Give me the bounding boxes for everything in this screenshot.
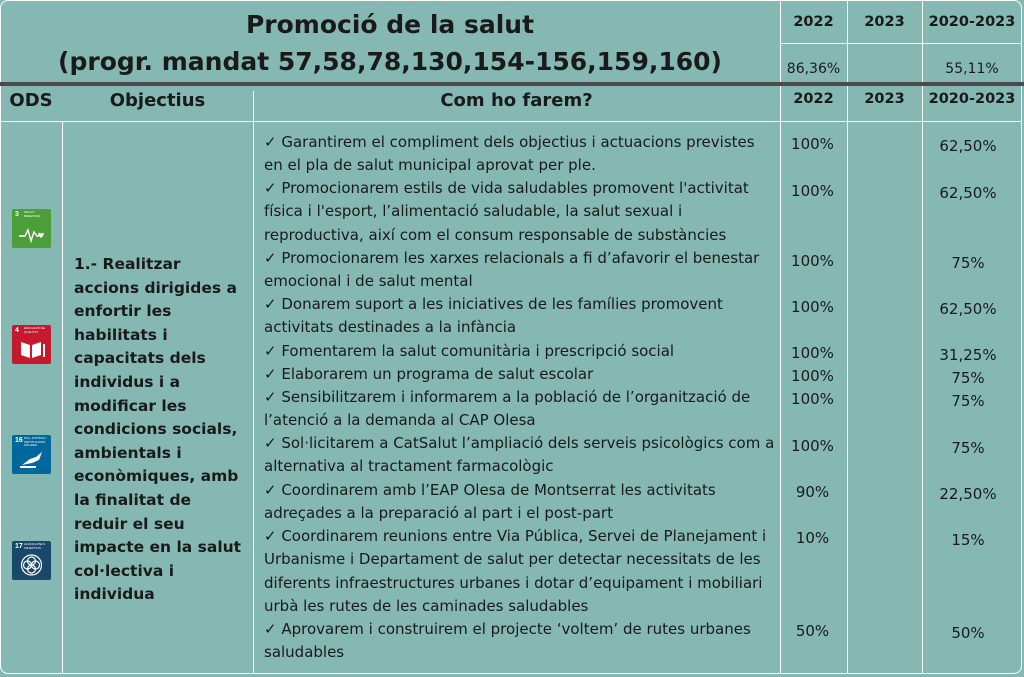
dove-gavel-icon — [12, 435, 51, 474]
sdg-number: 17 — [15, 543, 23, 550]
sdg-number: 4 — [15, 327, 19, 334]
summary-total: 55,11% — [945, 61, 999, 77]
summary-2022: 86,36% — [786, 61, 841, 77]
sdg-number: 16 — [15, 437, 23, 444]
action-item-6: ✓ Elaborarem un programa de salut escolar — [264, 365, 594, 383]
sdg-16-icon — [12, 435, 51, 474]
action-item-8: ✓ Sol·licitarem a CatSalut l’ampliació dels serveis psicològics com a alternativa al tractament farmacològic — [264, 434, 775, 476]
year-header-total: 2020-2023 — [928, 14, 1016, 30]
column-header-com: Com ho farem? — [440, 90, 593, 111]
value-2022: 90% — [795, 483, 830, 501]
book-icon — [12, 325, 51, 364]
value-2022: 100% — [791, 390, 834, 408]
value-2022: 100% — [791, 344, 834, 362]
grid-line — [62, 122, 63, 674]
value-total: 75% — [951, 254, 985, 272]
value-total: 15% — [951, 531, 985, 549]
action-item-1: ✓ Garantirem el compliment dels objectius i actuacions previstes en el pla de salut municipal aprovat per ple. — [264, 133, 755, 175]
action-item-2: ✓ Promocionarem estils de vida saludables promovent l'activitat física i l'esport, l’alimentació saludable, la salut sexual i reproductiva, així com el consum responsable de substàncies — [264, 179, 749, 244]
value-2022: 50% — [795, 622, 830, 640]
grid-line — [780, 43, 1022, 44]
value-2022: 10% — [795, 529, 830, 547]
value-2022: 100% — [791, 182, 834, 200]
sdg-3-icon — [12, 209, 51, 248]
column-header-2023: 2023 — [864, 91, 905, 107]
year-header-2023: 2023 — [864, 14, 905, 30]
value-total: 22,50% — [939, 485, 997, 503]
value-2022: 100% — [791, 135, 834, 153]
value-total: 62,50% — [939, 137, 997, 155]
column-header-ods: ODS — [9, 90, 53, 111]
sdg-title: SALUT I BENESTAR — [24, 210, 40, 218]
objective-text: 1.- Realitzar accions dirigides a enfortir les habilitats i capacitats dels individus i a modificar les condicions socials, ambientals i econòmiques, amb la finalitat de reduir el seu impacte en la salut col·lectiva i individua — [74, 255, 242, 604]
value-2022: 100% — [791, 298, 834, 316]
value-2022: 100% — [791, 367, 834, 385]
year-header-2022: 2022 — [793, 14, 834, 30]
value-2022: 100% — [791, 252, 834, 270]
action-item-3: ✓ Promocionarem les xarxes relacionals a fi d’afavorir el benestar emocional i de salut mental — [264, 249, 760, 291]
column-header-2022: 2022 — [793, 91, 834, 107]
header-divider — [0, 82, 1024, 86]
value-total: 75% — [951, 439, 985, 457]
action-item-7: ✓ Sensibilitzarem i informarem a la població de l’organització de l’atenció a la demanda al CAP Olesa — [264, 388, 751, 430]
sdg-title: EDUCACIÓ DE QUALITAT — [24, 326, 45, 334]
sdg-title: ALIANÇA PELS OBJECTIUS — [24, 542, 46, 550]
action-item-9: ✓ Coordinarem amb l’EAP Olesa de Montserrat les activitats adreçades a la preparació al part i el post-part — [264, 481, 716, 523]
sdg-17-icon — [12, 541, 51, 580]
value-total: 62,50% — [939, 300, 997, 318]
value-total: 50% — [951, 624, 985, 642]
action-item-4: ✓ Donarem suport a les iniciatives de les famílies promovent activitats destinades a la infància — [264, 295, 723, 337]
value-total: 75% — [951, 369, 985, 387]
sdg-title: PAU, JUSTÍCIA I INSTITUCIONS SÒLIDES — [24, 436, 47, 447]
action-item-10: ✓ Coordinarem reunions entre Via Pública, Servei de Planejament i Urbanisme i Departament de salut per detectar necessitats de les diferents infraestructures urbanes i dotar d’equipament i mobiliari urbà les rutes de les caminades saludables — [264, 527, 767, 615]
heartbeat-icon — [12, 209, 51, 248]
title-line-2: (progr. mandat 57,58,78,130,154-156,159,160) — [58, 47, 722, 76]
action-item-5: ✓ Fomentarem la salut comunitària i prescripció social — [264, 342, 675, 360]
action-item-11: ✓ Aprovarem i construirem el projecte ‘voltem’ de rutes urbanes saludables — [264, 620, 751, 662]
column-header-total: 2020-2023 — [928, 91, 1016, 107]
grid-line — [253, 91, 254, 674]
title-line-1: Promoció de la salut — [245, 10, 535, 39]
sdg-number: 3 — [15, 211, 19, 218]
grid-line — [0, 121, 1022, 122]
value-2022: 100% — [791, 437, 834, 455]
sdg-4-icon — [12, 325, 51, 364]
page-title — [0, 6, 780, 80]
column-header-objectius: Objectius — [109, 90, 206, 111]
value-total: 62,50% — [939, 184, 997, 202]
value-total: 75% — [951, 392, 985, 410]
value-total: 31,25% — [939, 346, 997, 364]
flower-rings-icon — [12, 541, 51, 580]
